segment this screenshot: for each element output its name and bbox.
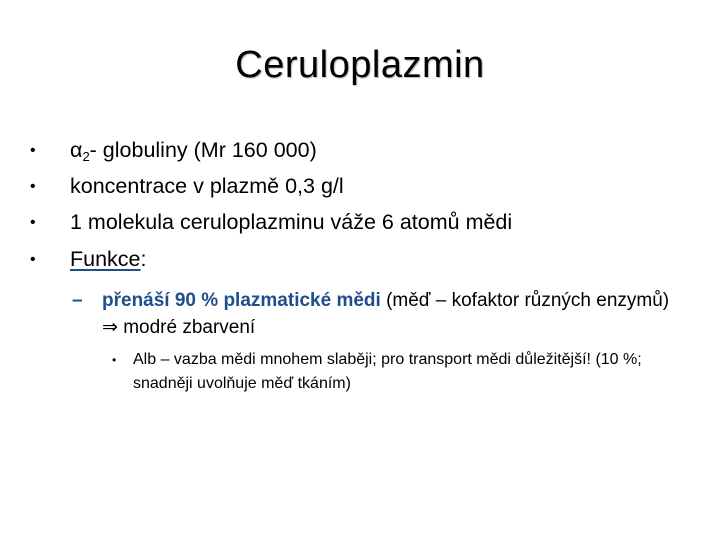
sub-item-transport (72, 287, 672, 343)
bullet-dot-icon: • (30, 251, 36, 268)
dash-bullet-icon: – (72, 290, 83, 311)
bullet-item-koncentrace (30, 172, 344, 201)
bullet-text: 1 molekula ceruloplazminu váže 6 atomů mědi (70, 210, 513, 234)
slide-title: Ceruloplazmin (235, 44, 485, 86)
bullet-item-globuliny (30, 136, 317, 171)
subsub-item-albumin (112, 348, 682, 398)
bullet-text: koncentrace v plazmě 0,3 g/l (70, 174, 344, 198)
bullet-dot-icon: • (112, 353, 117, 367)
alpha-subscript: 2 (82, 149, 90, 164)
subsub-text: Alb – vazba mědi mnohem slaběji; pro transport mědi důležitější! (10 %; snadněji uvolňuje měď tkáním) (133, 351, 642, 392)
sub-rest-text: (měď – kofaktor různých enzymů) ⇒ modré zbarvení (102, 290, 670, 338)
bullet-item-molekula (30, 208, 512, 237)
sub-highlight-text: přenáší 90 % plazmatické mědi (102, 290, 381, 311)
funkce-colon: : (140, 247, 147, 271)
bullet-dot-icon: • (30, 178, 36, 195)
bullet-dot-icon: • (30, 214, 36, 231)
alpha-symbol: α (70, 138, 83, 162)
bullet-item-funkce (30, 245, 147, 274)
bullet-text: - globuliny (Mr 160 000) (89, 138, 317, 162)
bullet-dot-icon: • (30, 142, 36, 159)
funkce-label: Funkce (70, 247, 141, 271)
